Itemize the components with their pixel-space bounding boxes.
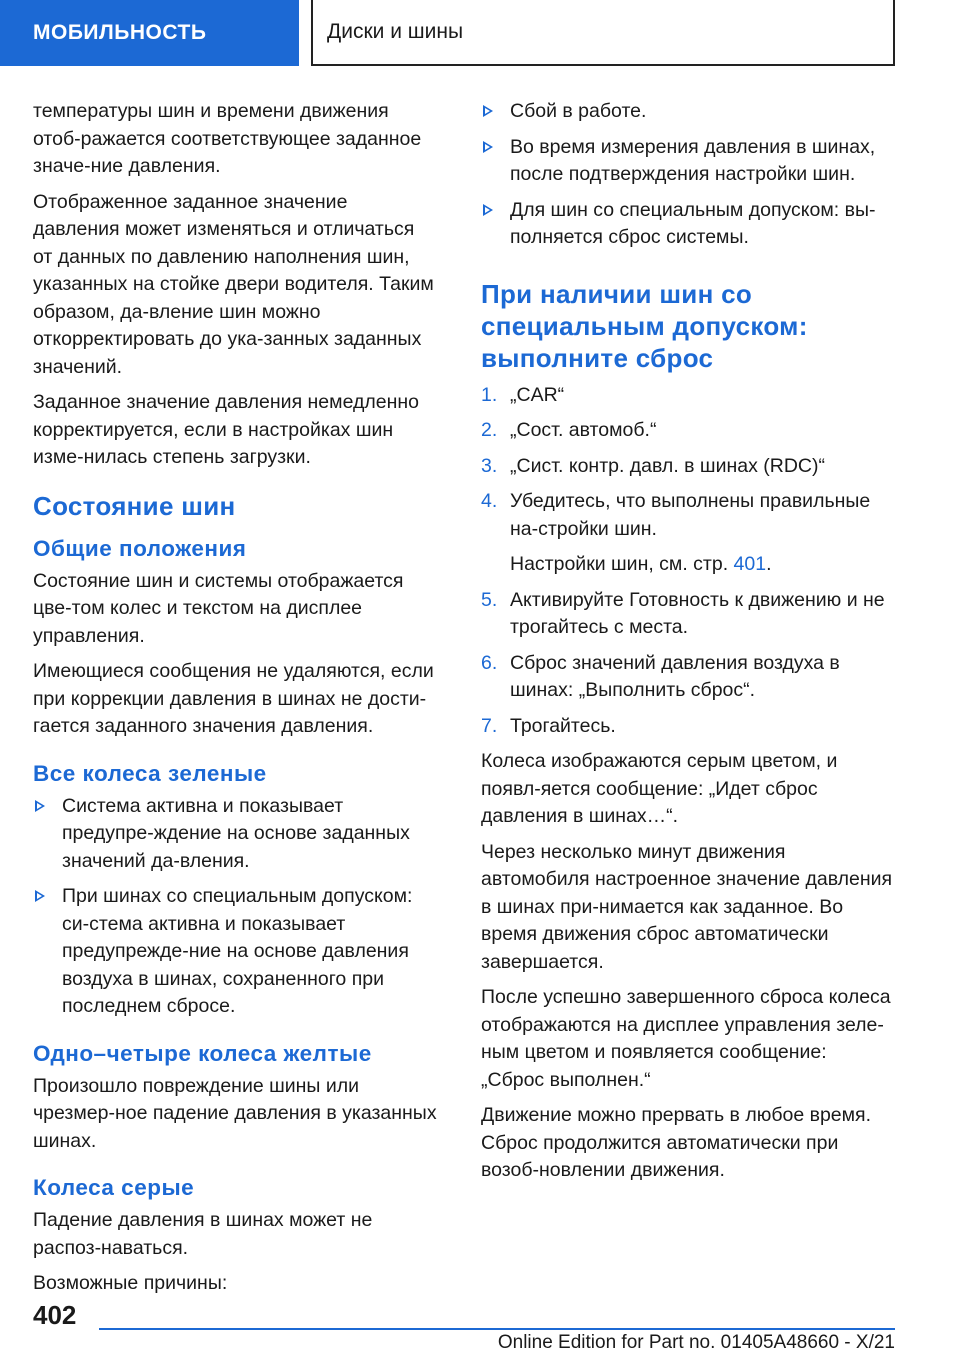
- step-text: Сброс значений давления воздуха в шинах: „Выполнить сброс“.: [510, 651, 840, 701]
- heading-grey: Колеса серые: [33, 1175, 195, 1200]
- triangle-bullet-icon: [483, 204, 493, 216]
- list-item-text: Система активна и показывает предупре-ждение на основе заданных значений да-вления.: [62, 794, 410, 872]
- step-text: „Сост. автомоб.“: [510, 419, 657, 441]
- paragraph: Падение давления в шинах может не распоз-наваться.: [33, 1209, 373, 1259]
- step-number: 6.: [481, 651, 498, 674]
- list-item-text: Во время измерения давления в шинах, после подтверждения настройки шин.: [510, 135, 876, 185]
- paragraph: Отображенное заданное значение давления может изменяться и отличаться от данных по давлению наполнения шин, указанных на стойке двери водителя. Таким образом, да-вление шин можно откорректировать до ука-занных заданных значений.: [33, 190, 434, 378]
- heading-tire-status: Состояние шин: [33, 490, 236, 521]
- heading-reset: При наличии шин со специальным допуском: выполните сброс: [481, 278, 808, 373]
- list-item: [33, 883, 439, 1021]
- step-number: 1.: [481, 383, 498, 406]
- step-text: Убедитесь, что выполнены правильные на-стройки шин.: [510, 490, 871, 540]
- step-note: [481, 551, 895, 579]
- paragraph: Через несколько минут движения автомобиля настроенное значение давления в шинах при-нимается как заданное. Во время движения сброс автоматически завершается.: [481, 840, 893, 973]
- step-item: [481, 488, 895, 543]
- heading-all-green: Все колеса зеленые: [33, 760, 267, 786]
- paragraph: температуры шин и времени движения отоб-ражается соответствующее заданное значе-ние давления.: [33, 100, 422, 177]
- triangle-bullet-icon: [483, 105, 493, 117]
- step-text: „CAR“: [510, 383, 565, 406]
- list-item: [33, 793, 439, 876]
- list-item-text: Для шин со специальным допуском: вы-полняется сброс системы.: [510, 198, 876, 248]
- step-number: 3.: [481, 454, 498, 477]
- footer-edition: Online Edition for Part no. 01405A48660 - X/21: [497, 1332, 895, 1353]
- paragraph: Движение можно прервать в любое время. Сброс продолжится автоматически при возоб-новлении движения.: [481, 1104, 872, 1181]
- step-note-end: .: [766, 553, 772, 575]
- step-item: [481, 587, 895, 642]
- step-item: [481, 382, 895, 410]
- step-item: [481, 453, 895, 481]
- heading-yellow: Одно–четыре колеса желтые: [33, 1040, 372, 1066]
- list-item: [481, 134, 895, 189]
- step-text: „Сист. контр. давл. в шинах (RDC)“: [510, 454, 825, 477]
- triangle-bullet-icon: [35, 890, 45, 902]
- step-item: [481, 650, 895, 705]
- step-item: [481, 417, 895, 445]
- list-item: [481, 98, 895, 126]
- paragraph: Состояние шин и системы отображается цве-том колес и текстом на дисплее управления.: [33, 569, 404, 647]
- triangle-bullet-icon: [35, 800, 45, 812]
- paragraph: Имеющиеся сообщения не удаляются, если при коррекции давления в шинах не дости-гается заданного значения давления.: [33, 660, 434, 737]
- paragraph: Колеса изображаются серым цветом, и появл-яется сообщение: „Идет сброс давления в шинах…“.: [481, 750, 838, 827]
- paragraph: Возможные причины:: [33, 1272, 228, 1294]
- page-reference-link[interactable]: 401: [733, 553, 767, 575]
- section-title: Диски и шины: [311, 0, 895, 66]
- step-number: 4.: [481, 490, 498, 512]
- step-number: 5.: [481, 588, 498, 611]
- page-number: 402: [33, 1300, 77, 1330]
- paragraph: Произошло повреждение шины или чрезмер-ное падение давления в указанных шинах.: [33, 1074, 437, 1152]
- step-text: Активируйте Готовность к движению и не трогайтесь с места.: [510, 588, 885, 638]
- step-text: Трогайтесь.: [510, 714, 616, 737]
- step-number: 2.: [481, 419, 498, 441]
- heading-general: Общие положения: [33, 535, 247, 561]
- step-number: 7.: [481, 714, 498, 737]
- list-item-text: Сбой в работе.: [510, 100, 647, 122]
- paragraph: Заданное значение давления немедленно корректируется, если в настройках шин изме-нилась степень загрузки.: [33, 391, 419, 468]
- triangle-bullet-icon: [483, 141, 493, 153]
- step-note-text: Настройки шин, см. стр.: [510, 553, 734, 575]
- left-column: [33, 98, 439, 1306]
- list-item: [481, 197, 895, 252]
- footer-divider: [99, 1328, 895, 1330]
- chapter-tab: МОБИЛЬНОСТЬ: [0, 0, 299, 66]
- list-item-text: При шинах со специальным допуском: си-стема активна и показывает предупрежде-ние на основе давления воздуха в шинах, сохраненного при последнем сбросе.: [62, 885, 413, 1017]
- step-item: [481, 713, 895, 741]
- right-column: [481, 98, 895, 1193]
- paragraph: После успешно завершенного сброса колеса отображаются на дисплее управления зеле-ным цветом и появляется сообщение: „Сброс выполнен.“: [481, 986, 891, 1091]
